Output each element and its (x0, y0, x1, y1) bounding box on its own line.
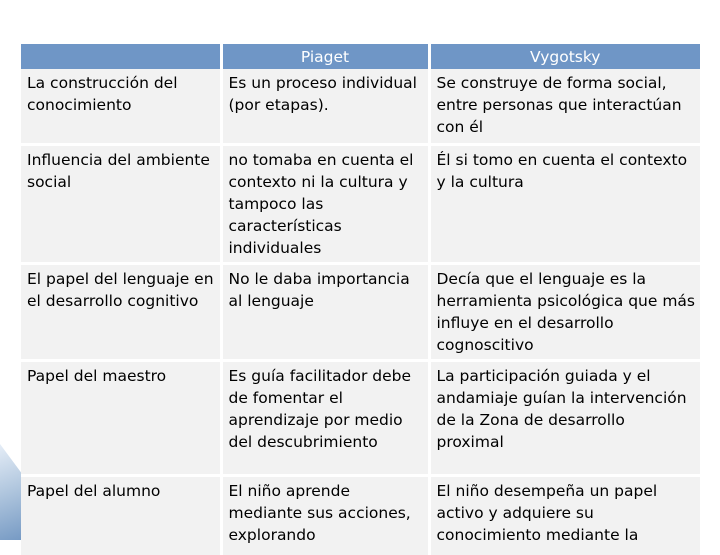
vygotsky-cell: Decía que el lenguaje es la herramienta psicológica que más influye en el desarrollo cognoscitivo (429, 263, 700, 360)
piaget-cell: Es un proceso individual (por etapas). (221, 69, 429, 144)
vygotsky-cell: La participación guiada y el andamiaje guían la intervención de la Zona de desarrollo proximal (429, 360, 700, 475)
header-cell-empty (21, 44, 221, 69)
vygotsky-cell: El niño desempeña un papel activo y adquiere su conocimiento mediante la (429, 475, 700, 555)
table-row (21, 69, 700, 144)
table-row (21, 263, 700, 360)
piaget-cell: El niño aprende mediante sus acciones, explorando (221, 475, 429, 555)
table-row (21, 475, 700, 555)
comparison-table (21, 44, 700, 555)
table-row (21, 360, 700, 475)
header-cell-vygotsky: Vygotsky (429, 44, 700, 69)
vygotsky-cell: Él si tomo en cuenta el contexto y la cultura (429, 144, 700, 263)
table-header-row (21, 44, 700, 69)
row-label-cell: El papel del lenguaje en el desarrollo cognitivo (21, 263, 221, 360)
vygotsky-cell: Se construye de forma social, entre personas que interactúan con él (429, 69, 700, 144)
row-label-cell: Papel del alumno (21, 475, 221, 555)
piaget-cell: Es guía facilitador debe de fomentar el aprendizaje por medio del descubrimiento (221, 360, 429, 475)
row-label-cell: Papel del maestro (21, 360, 221, 475)
piaget-cell: no tomaba en cuenta el contexto ni la cultura y tampoco las características individuales (221, 144, 429, 263)
row-label-cell: La construcción del conocimiento (21, 69, 221, 144)
row-label-cell: Influencia del ambiente social (21, 144, 221, 263)
piaget-cell: No le daba importancia al lenguaje (221, 263, 429, 360)
header-cell-piaget: Piaget (221, 44, 429, 69)
table-row (21, 144, 700, 263)
